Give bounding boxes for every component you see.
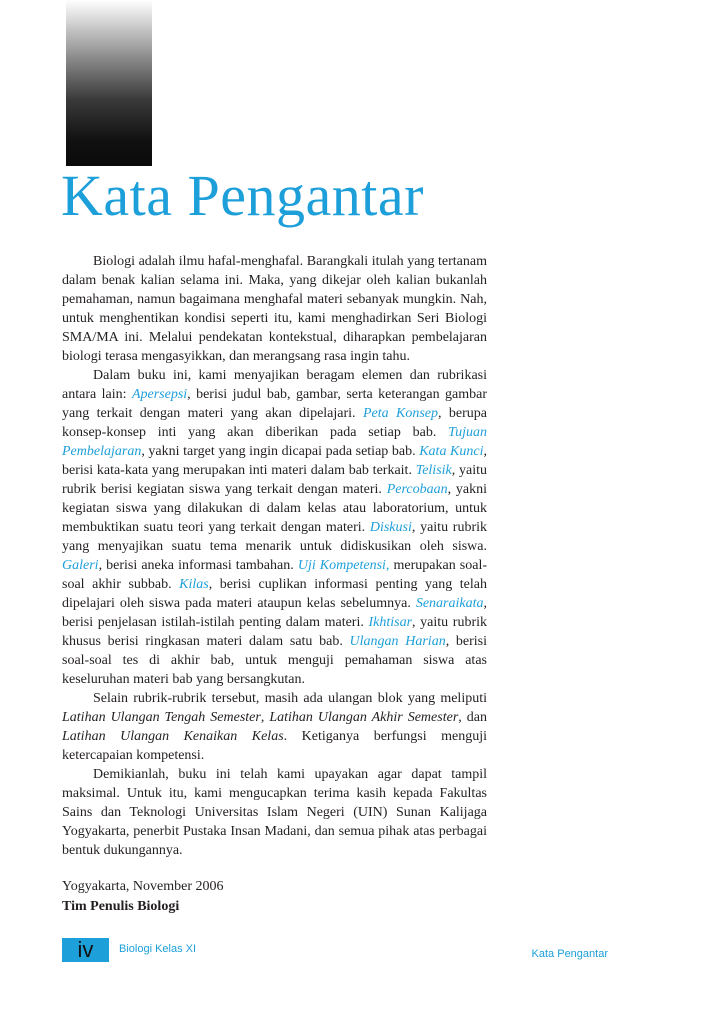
paragraph-acknowledgement: Demikianlah, buku ini telah kami upayakan agar dapat tampil maksimal. Untuk itu, kami mengucapkan terima kasih kepada Fakultas Sains dan Teknologi Universitas Islam Negeri (UIN) Sunan Kalijaga Yogyakarta, penerbit Pustaka Insan Madani, dan semua pihak atas perbagai bentuk dukungannya. [62, 767, 487, 858]
paragraph-block-tests-text: Selain rubrik-rubrik tersebut, masih ada ulangan blok yang meliputi [93, 691, 487, 706]
paragraph-rubrics-text: , berupa konsep-konsep inti yang akan diberikan pada setiap bab. [62, 406, 488, 440]
paragraph-rubrics-text: , yakni target yang ingin dicapai pada setiap bab. [141, 444, 420, 459]
running-header: Kata Pengantar [531, 948, 608, 960]
paragraph-rubrics-text: , berisi judul bab, gambar, serta keterangan gambar yang terkait dengan materi yang akan dipelajari. [62, 387, 487, 421]
paragraph-rubrics [62, 366, 487, 689]
rubric-name-senaraikata: Senaraikata [415, 596, 484, 611]
rubric-name-ulangan-harian: Ulangan Harian [349, 634, 446, 649]
paragraph-rubrics-text: , berisi cuplikan informasi penting yang telah dipelajari oleh siswa pada materi ataupun kelas sebelumnya. [62, 577, 487, 611]
rubric-name-percobaan: Percobaan [386, 482, 448, 497]
paragraph-block-tests-text: , [260, 710, 270, 725]
paragraph-rubrics-text: Dalam buku ini, kami menyajikan beragam elemen dan rubrikasi antara lain: [62, 368, 487, 402]
rubric-name-telisik: Telisik [415, 463, 452, 478]
paragraph-block-tests [62, 689, 487, 765]
test-name-end-semester: Latihan Ulangan Akhir Semester [269, 710, 459, 725]
test-name-promotion: Latihan Ulangan Kenaikan Kelas [62, 729, 284, 744]
paragraph-block-tests-text: . Ketiganya berfungsi menguji ketercapaian kompetensi. [62, 729, 487, 763]
rubric-name-ikhtisar: Ikhtisar [368, 615, 413, 630]
paragraph-rubrics-text: , berisi penjelasan istilah-istilah penting dalam materi. [62, 596, 487, 630]
rubric-name-diskusi: Diskusi [369, 520, 412, 535]
paragraph-rubrics-text: , yaitu rubrik berisi kegiatan siswa yang terkait dengan materi. [62, 463, 487, 497]
place-date: Yogyakarta, November 2006 [62, 879, 224, 894]
paragraph-block-tests-text: , dan [458, 710, 487, 725]
rubric-name-kilas: Kilas [179, 577, 209, 592]
footer-left [62, 938, 242, 962]
paragraph-rubrics-text: merupakan soal-soal akhir subbab. [62, 558, 488, 592]
test-name-mid-semester: Latihan Ulangan Tengah Semester [62, 710, 261, 725]
rubric-name-kata-kunci: Kata Kunci [419, 444, 484, 459]
paragraph-rubrics-text: , berisi kata-kata yang merupakan inti materi dalam bab terkait. [62, 444, 487, 478]
paragraph-rubrics-text: , berisi aneka informasi tambahan. [98, 558, 298, 573]
rubric-name-galeri: Galeri [62, 558, 99, 573]
closing-block [62, 877, 487, 917]
page-number: iv [62, 938, 109, 962]
paragraph-rubrics-text: , berisi soal-soal tes di akhir bab, untuk menguji pemahaman siswa atas keseluruhan materi bab yang bersangkutan. [62, 634, 488, 687]
paragraph-intro: Biologi adalah ilmu hafal-menghafal. Barangkali itulah yang tertanam dalam benak kalian selama ini. Maka, yang dikejar oleh kalian bukanlah pemahaman, namun bagaimana menghafal materi sebanyak mungkin. Nah, untuk menghentikan kondisi seperti itu, kami menghadirkan Seri Biologi SMA/MA ini. Melalui pendekatan kontekstual, diharapkan pembelajaran biologi terasa mengasyikkan, dan merangsang rasa ingin tahu. [62, 254, 487, 364]
decorative-gradient-bar [66, 0, 152, 166]
rubric-name-tujuan-pembelajaran: Tujuan Pembelajaran [62, 425, 487, 459]
paragraph-rubrics-text: , yakni kegiatan siswa yang dilakukan di dalam kelas atau laboratorium, untuk membuktikan suatu teori yang terkait dengan materi. [62, 482, 488, 535]
rubric-name-apersepsi: Apersepsi [131, 387, 188, 402]
author-signature: Tim Penulis Biologi [62, 899, 180, 914]
paragraph-rubrics-text: , yaitu rubrik khusus berisi ringkasan materi dalam satu bab. [62, 615, 487, 649]
page-title: Kata Pengantar [61, 163, 424, 228]
rubric-name-uji-kompetensi: Uji Kompetensi, [297, 558, 390, 573]
rubric-name-peta-konsep: Peta Konsep [362, 406, 439, 421]
paragraph-rubrics-text: , yaitu rubrik yang menyajikan suatu tema menarik untuk didiskusikan oleh siswa. [62, 520, 487, 554]
book-label: Biologi Kelas XI [119, 943, 197, 955]
body-text [62, 252, 487, 860]
